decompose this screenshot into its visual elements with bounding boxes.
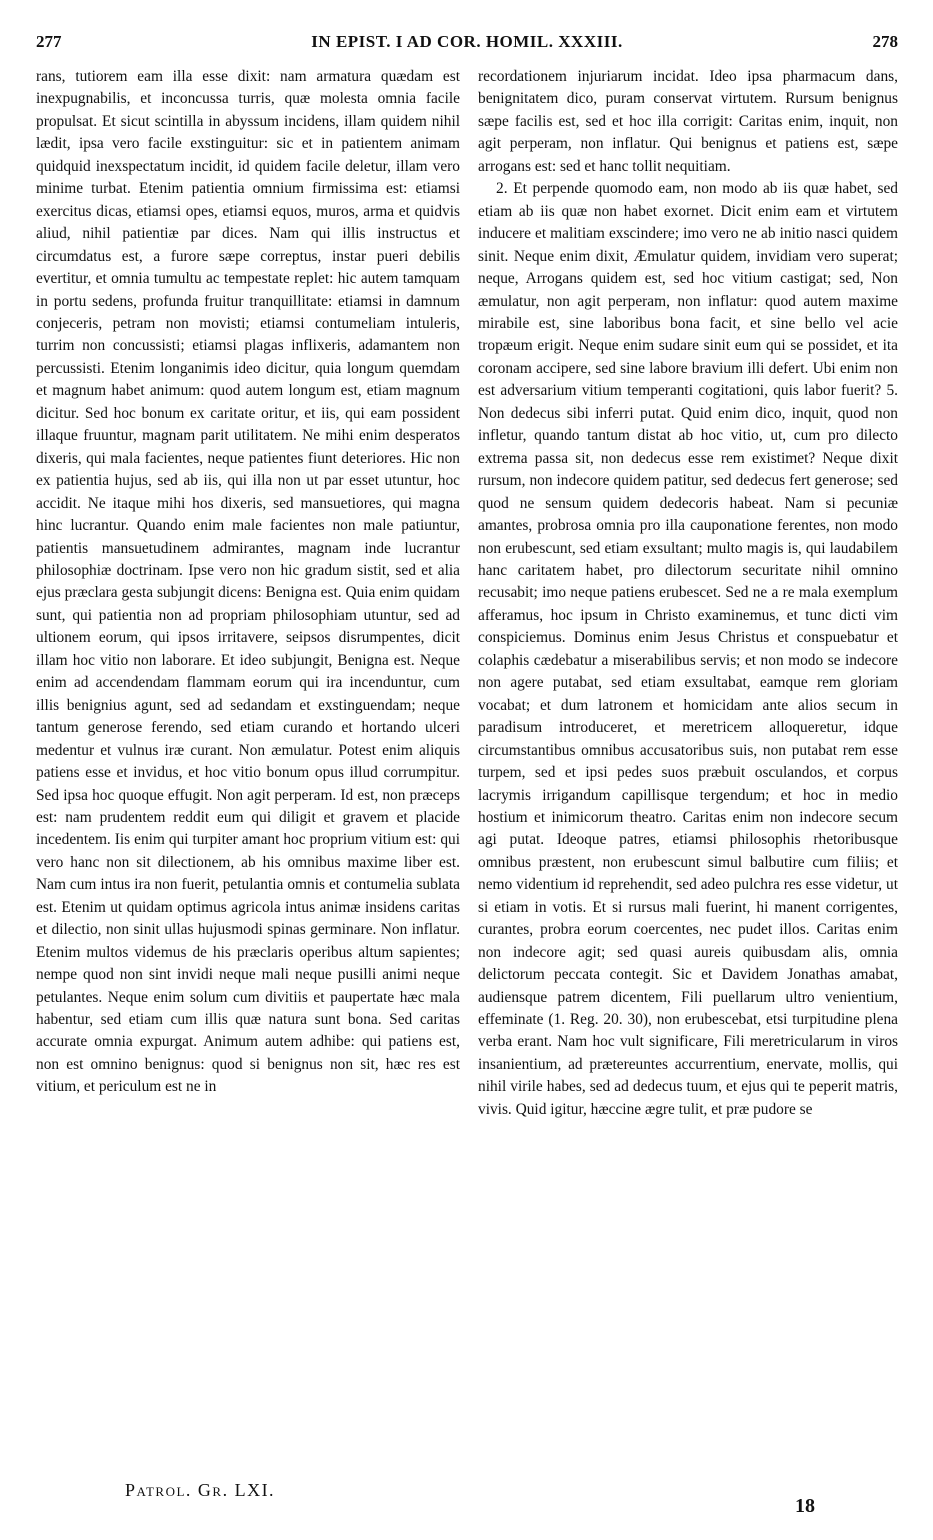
page-number-right: 278 <box>872 32 898 51</box>
volume-signature: Patrol. Gr. LXI. <box>125 1480 276 1500</box>
left-column <box>36 66 460 1099</box>
page-number-left: 277 <box>36 32 62 51</box>
running-header <box>36 30 898 56</box>
right-paragraph-1: recordationem injuriarum incidat. Ideo ipsa pharmacum dans, benignitatem dico, puram conservat virtutem. Rursum benignus sæpe facilis est, sed et hoc illa corrigit: Caritas enim, inquit, non agit perperam, non inflatur. Qui benignus et patiens est, sæpe arrogans est: sed et hanc tollit nequitiam. <box>478 68 898 175</box>
right-column <box>478 66 898 1121</box>
sheet-number: 18 <box>795 1495 815 1517</box>
running-title: IN EPIST. I AD COR. HOMIL. XXXIII. <box>311 32 623 51</box>
right-paragraph-2: 2. Et perpende quomodo eam, non modo ab iis quæ habet, sed etiam ab iis quæ non habet exornet. Dicit enim eam et virtutem inducere et malitiam exscindere; imo vero ne ab initio nasci quidem sinit. Neque enim dixit, Æmulatur quidem, invidiam vero superat; neque, Arrogans quidem est, sed hoc vitium castigat; sed, Non æmulatur, non agit perperam, non inflatur: quod autem maxime mirabile est, sine laboribus bona facit, et sine bello vel acie tropæum erigit. Neque enim sudare sinit eum qui se possidet, et ita coronam accipere, sed sine labore bravium illi defert. Ubi enim non est adversarium vitium temperanti cogitationi, quis labor fuerit? 5. Non dedecus sibi inferri putat. Quid enim dico, inquit, quod non infletur, quando tantum distat ab hoc vitio, ut, cum pro dilecto extrema passa sit, non dedecus esse rem existimet? Neque dixit rursum, non indecore quidem patitur, sed dedecus fert generose; sed quod ne sensum quidem dedecoris habeat. Nam si pecuniæ amantes, probrosa omnia pro illa cauponatione ferentes, non modo non erubescunt, sed etiam exsultant; multo magis is, qui laudabilem hanc caritatem habet, pro dilectorum securitate nihil omnino recusabit; imo neque patiens erubescet. Sed ne a re mala exemplum afferamus, hoc ipsum in Christo examinemus, et tunc dicti vim conspiciemus. Dominus enim Jesus Christus et conspuebatur et colaphis cædebatur a miserabilibus servis; et non modo se indecore non agere putabat, sed etiam exsultabat, eamque rem gloriam vocabat; et dum latronem et homicidam ante alios secum in paradisum introduceret, et meretricem alloqueretur, idque circumstantibus omnibus accusatoribus suis, non putabat rem esse turpem, sed et ipsi pedes suos præbuit osculandos, et corpus lacrymis irrigandum capillisque tergendum; et hoc in medio hostium et inimicorum theatro. Caritas enim non indecore secum agi putat. Ideoque patres, etiamsi philosophis rhetoribusque omnibus præstent, non erubescunt simul balbutire cum filiis; et nemo videntium id reprehendit, sed adeo pulchra res esse videtur, ut si etiam in votis. Et si rursus mali fuerint, hi manent corrigentes, curantes, probra eorum coercentes, nec pudet illos. Caritas enim non indecore agit; sed quasi aureis quibusdam alis, omnia delictorum peccata contegit. Sic et Davidem Jonathas amabat, audiensque patrem dicentem, Fili puellarum ultro venientium, effeminate (1. Reg. 20. 30), non erubescebat, etsi turpitudine plena verba erant. Nam hoc vult significare, Fili meretricularum in viros insanientium, ad prætereuntes accurrentium, enervate, mollis, qui nihil virile habes, sed ad dedecus tuum, et ejus qui te peperit matris, vivis. Quid igitur, hæccine ægre tulit, et præ pudore se <box>478 180 898 1118</box>
left-paragraph-1: rans, tutiorem eam illa esse dixit: nam armatura quædam est inexpugnabilis, et inconcussa turris, quæ molesta omnia facile propulsat. Et sicut scintilla in abyssum incidens, illam quidem nihil lædit, ipsa vero facile exstinguitur: sic et in patientem animam quidquid inexspectatum incidit, id quidem facile deletur, illam vero minime turbat. Etenim patientia omnium firmissima est: etiamsi exercitus dicas, etiamsi opes, etiamsi equos, muros, arma et quidvis aliud, nihil patientiæ par dices. Nam qui illis instructus et circumdatus est, a furore sæpe correptus, instar pueri debilis evertitur, et omnia tumultu ac tempestate replet: hic autem tamquam in portu sedens, profunda fruitur tranquillitate: etiamsi in damnum conjeceris, petram non movisti; etiamsi contumeliam intuleris, turrim non concussisti; etiamsi plagas inflixeris, adamantem non percussisti. Etenim longanimis ideo dicitur, quia longum quemdam et magnum habet animum: quod autem longum est, etiam magnum dicitur. Sed hoc bonum ex caritate oritur, et iis, qui eam possident illaque fruuntur, magnam parit utilitatem. Ne mihi enim desperatos dixeris, qui mala facientes, neque patientes fiunt deteriores. Hic non ex patientia hujus, sed ab iis, qui illa non ut par esset utuntur, hoc accidit. Ne itaque mihi hos dixeris, sed mansuetiores, qui magna hinc lucrantur. Quando enim male facientes non male patiuntur, patientis mansuetudinem admirantes, magnam inde lucrantur philosophiæ doctrinam. Ipse vero non hic gradum sistit, sed et alia ejus præclara gesta subjungit dicens: Benigna est. Quia enim quidam sunt, qui patientia non ad propriam philosophiam utuntur, sed ad ultionem eorum, qui ipsos irritavere, seipsos disrumpentes, dicit illam hoc vitio non laborare. Et ideo subjungit, Benigna est. Neque enim ad accendendam flammam eorum qui ira incenduntur, cum illis benignius agunt, sed ad sedandam et exstinguendam; neque tantum generose ferendo, sed etiam curando et hortando ulceri medentur et vulnus iræ curant. Non æmulatur. Potest enim aliquis patiens esse et invidus, et hoc vitio bonum opus illud corrumpitur. Sed ipsa hoc quoque effugit. Non agit perperam. Id est, non præceps est: nam prudentem reddit eum qui diligit et gravem et placide incedentem. Iis enim qui turpiter amant hoc proprium vitium est: qui vero hanc non sit dilectionem, ab his omnibus maxime liber est. Nam cum intus ira non fuerit, petulantia omnis et contumelia sublata est. Etenim ut quidam optimus agricola intus animæ insidens caritas et dilectio, non sinit ullas hujusmodi spinas germinare. Non inflatur. Etenim multos videmus de his præclaris operibus altum sapientes; nempe quod non sint invidi neque mali neque pusilli animi neque petulantes. Neque enim solum cum divitiis et paupertate hæc mala habentur, sed etiam cum illis quæ natura sunt bona. Sed caritas accurate omnia expurgat. Animum autem adhibe: qui patiens est, non est omnino benignus: quod si benignus non sit, hæc res est vitium, et periculum est ne in <box>36 68 461 1096</box>
